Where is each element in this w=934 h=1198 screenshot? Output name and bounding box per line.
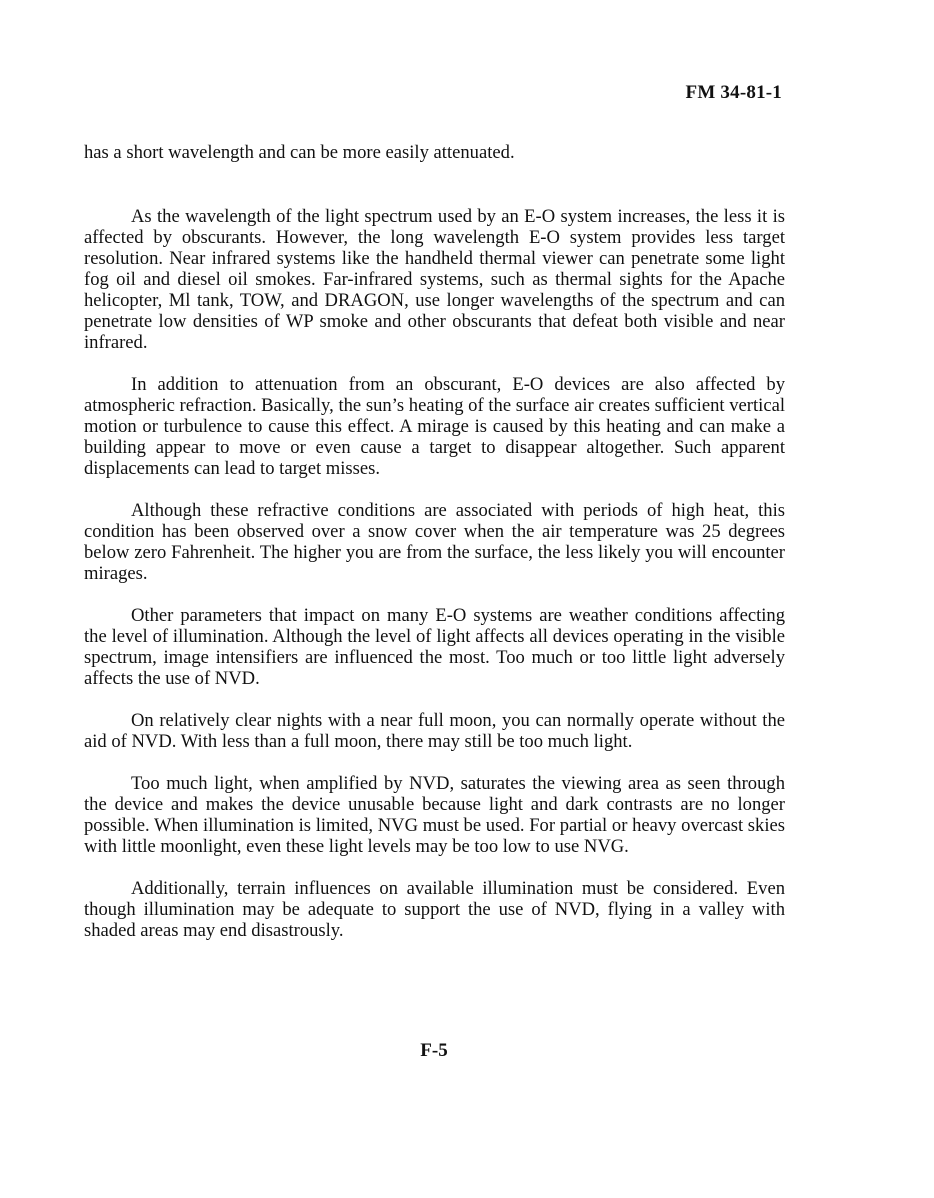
paragraph-illumination-parameters: Other parameters that impact on many E-O systems are weather conditions affecting the level of illumination. Although the level of light affects all devices operating in the visible spectrum, image intensifiers are influenced the most. Too much or too little light adversely affects the use of NVD. — [84, 605, 785, 689]
document-id-header: FM 34-81-1 — [685, 82, 782, 103]
paragraph-atmospheric-refraction: In addition to attenuation from an obscurant, E-O devices are also affected by atmospheric refraction. Basically, the sun’s heating of the surface air creates sufficient vertical motion or turbulence to cause this effect. A mirage is caused by this heating and can make a building appear to move or even cause a target to disappear altogether. Such apparent displacements can lead to target misses. — [84, 374, 785, 479]
paragraph-refractive-conditions: Although these refractive conditions are associated with periods of high heat, this condition has been observed over a snow cover when the air temperature was 25 degrees below zero Fahrenheit. The higher you are from the surface, the less likely you will encounter mirages. — [84, 500, 785, 584]
paragraph-too-much-light: Too much light, when amplified by NVD, saturates the viewing area as seen through the device and makes the device unusable because light and dark contrasts are no longer possible. When illumination is limited, NVG must be used. For partial or heavy overcast skies with little moonlight, even these light levels may be too low to use NVG. — [84, 773, 785, 857]
page-body — [84, 142, 785, 962]
paragraph-terrain-influences: Additionally, terrain influences on available illumination must be considered. Even though illumination may be adequate to support the use of NVD, flying in a valley with shaded areas may end disastrously. — [84, 878, 785, 941]
paragraph-full-moon: On relatively clear nights with a near full moon, you can normally operate without the aid of NVD. With less than a full moon, there may still be too much light. — [84, 710, 785, 752]
paragraph-continuation: has a short wavelength and can be more easily attenuated. — [84, 142, 515, 163]
paragraph-wavelength-obscurants: As the wavelength of the light spectrum used by an E-O system increases, the less it is affected by obscurants. However, the long wavelength E-O system provides less target resolution. Near infrared systems like the handheld thermal viewer can penetrate some light fog oil and diesel oil smokes. Far-infrared systems, such as thermal sights for the Apache helicopter, Ml tank, TOW, and DRAGON, use longer wavelengths of the spectrum and can penetrate low densities of WP smoke and other obscurants that defeat both visible and near infrared. — [84, 206, 785, 353]
page-number: F-5 — [420, 1040, 448, 1061]
